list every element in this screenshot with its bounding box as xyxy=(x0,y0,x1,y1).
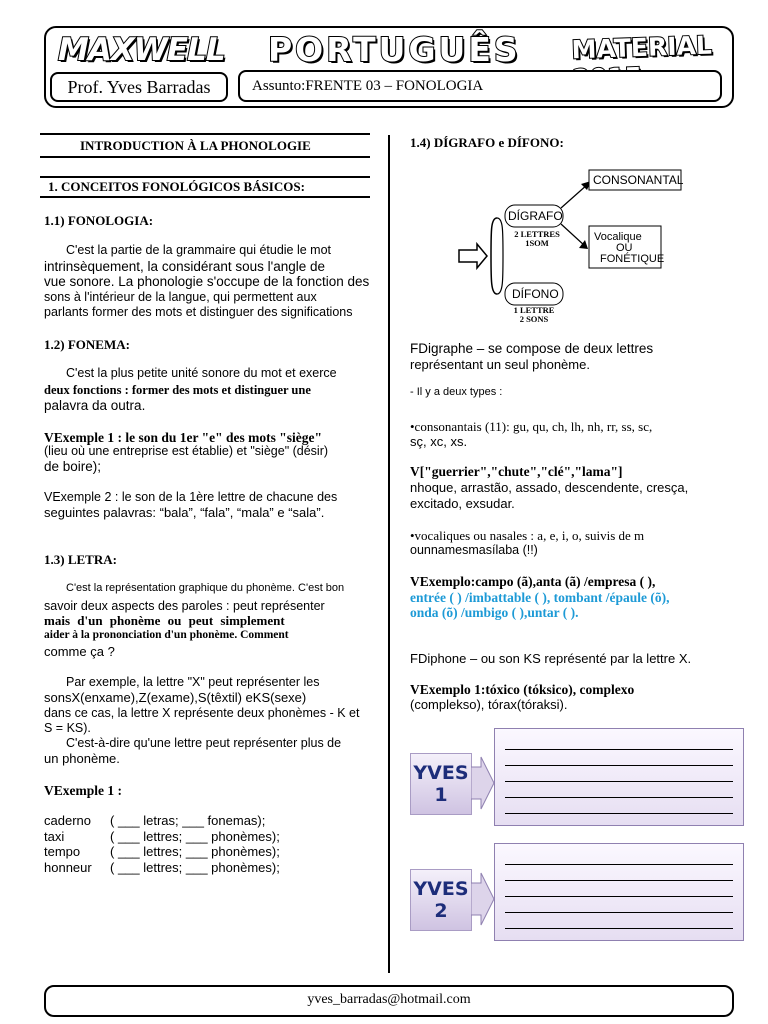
vocalique-example: VExemplo:campo (ã),anta (ã) /empresa ( ), xyxy=(410,574,656,589)
text-line: intrinsèquement, la considérant sous l'angle de xyxy=(44,258,326,274)
text-line: 2 LETTRES xyxy=(514,229,560,239)
letters-table xyxy=(44,813,280,875)
s13-line: C'est-à-dire qu'une lettre peut représenter plus de xyxy=(66,736,342,750)
s13-line: savoir deux aspects des paroles : peut représenter xyxy=(44,599,325,613)
s14-title: 1.4) DÍGRAFO e DÍFONO: xyxy=(410,135,564,150)
page-title: PORTUGUÊS xyxy=(268,30,521,69)
consonantal-example: excitado, exsudar. xyxy=(410,496,515,511)
text-line: 2 xyxy=(434,900,448,922)
s12-line: deux fonctions : former des mots et distinguer une xyxy=(44,383,311,397)
rule xyxy=(40,176,370,178)
vocalique-label xyxy=(594,231,665,265)
vocalique-example: entrée ( ) /imbattable ( ), tombant /épaule (õ), xyxy=(410,590,670,605)
s13-line: dans ce cas, la lettre X représente deux phonèmes - K et xyxy=(44,706,360,720)
rule xyxy=(40,156,370,158)
arrow-right-icon xyxy=(459,244,487,268)
blank-line xyxy=(505,781,733,782)
rule-top xyxy=(40,133,370,135)
blank-line xyxy=(505,928,733,929)
connector xyxy=(561,224,585,246)
digraphe-line: FDigraphe – se compose de deux lettres xyxy=(410,341,654,356)
digraphe-line: représentant un seul phonème. xyxy=(410,357,590,372)
s13-line: mais d'un phonème ou peut simplement xyxy=(44,613,285,628)
table-word: taxi xyxy=(44,828,65,844)
s13-title: 1.3) LETRA: xyxy=(44,552,117,567)
text-line: 1SOM xyxy=(525,238,549,248)
yves-box-1 xyxy=(410,753,472,815)
table-word: caderno xyxy=(44,813,91,828)
rule xyxy=(40,196,370,198)
text-line: 1 LETTRE xyxy=(513,305,555,315)
blank-line xyxy=(505,880,733,881)
table-word: honneur xyxy=(44,859,92,875)
intro-title: INTRODUCTION À LA PHONOLOGIE xyxy=(80,138,311,153)
table-row xyxy=(44,829,280,845)
vocalique-line: •vocaliques ou nasales : a, e, i, o, suivis de m xyxy=(410,528,645,543)
text-line: C'est la partie de la grammaire qui étudie le mot xyxy=(66,243,332,257)
bracket xyxy=(497,218,503,294)
consonantal-line: sç, xc, xs. xyxy=(410,434,468,449)
vocalique-line: ounnamesmasílaba (!!) xyxy=(410,543,538,557)
text-line: 2 SONS xyxy=(519,314,549,324)
text-line: 1 xyxy=(434,784,448,806)
difono-sub xyxy=(512,306,556,324)
s11-title: 1.1) FONOLOGIA: xyxy=(44,213,154,228)
consonantal-example: nhoque, arrastão, assado, descendente, cresça, xyxy=(410,480,689,495)
s13-line: Par exemple, la lettre "X" peut représenter les xyxy=(66,675,320,689)
s12-title: 1.2) FONEMA: xyxy=(44,337,130,352)
notes-box-2[interactable] xyxy=(494,843,744,941)
s13-line: sonsX(enxame),Z(exame),S(têxtil) eKS(sexe) xyxy=(44,690,307,705)
blank-line xyxy=(505,749,733,750)
s13-line: aider à la prononciation d'un phonème. Comment xyxy=(44,629,289,641)
digrafo-label: DÍGRAFO xyxy=(508,209,563,223)
s12-line: C'est la plus petite unité sonore du mot et exerce xyxy=(66,366,337,380)
text-line: vue sonore. La phonologie s'occupe de la fonction des xyxy=(44,274,370,289)
table-rest: ( ___ letras; ___ fonemas); xyxy=(110,813,266,828)
types-line: - Il y a deux types : xyxy=(410,386,503,398)
text-line: YVES xyxy=(413,878,469,900)
column-divider xyxy=(388,135,390,973)
consonantal-example: V["guerrier","chute","clé","lama"] xyxy=(410,464,623,479)
professor-name: Prof. Yves Barradas xyxy=(50,72,228,102)
text-line: YVES xyxy=(413,762,469,784)
table-row xyxy=(44,813,280,829)
text-line: OU xyxy=(616,242,633,254)
example2-line: VExemple 2 : le son de la 1ère lettre de chacune des xyxy=(44,490,338,504)
arrow-right-icon xyxy=(471,871,495,927)
s11-body xyxy=(44,243,372,321)
example2-line: seguintes palavras: “bala”, “fala”, “mala” e “sala”. xyxy=(44,505,325,520)
arrow-right-icon xyxy=(471,755,495,811)
example1-line: VExemple 1 : le son du 1er "e" des mots "siège" xyxy=(44,430,322,445)
table-rest: ( ___ lettres; ___ phonèmes); xyxy=(110,844,280,859)
digrafo-sub xyxy=(512,230,562,248)
s13-line: comme ça ? xyxy=(44,644,115,659)
notes-box-1[interactable] xyxy=(494,728,744,826)
blank-line xyxy=(505,813,733,814)
text-line: FONÉTIQUE xyxy=(600,253,665,265)
blank-line xyxy=(505,797,733,798)
material-badge: MATERIAL xyxy=(571,30,713,65)
consonantal-label: CONSONANTAL xyxy=(593,173,684,187)
vocalique-example: onda (õ) /umbigo ( ),untar ( ). xyxy=(410,605,579,620)
table-rest: ( ___ lettres; ___ phonèmes); xyxy=(110,828,280,844)
table-rest: ( ___ lettres; ___ phonèmes); xyxy=(110,859,280,875)
yves-box-2 xyxy=(410,869,472,931)
example1-line: (lieu où une entreprise est établie) et "siège" (désir) xyxy=(44,444,329,458)
diphone-line: FDiphone – ou son KS représenté par la lettre X. xyxy=(410,651,692,666)
subject-line: Assunto:FRENTE 03 – FONOLOGIA xyxy=(238,70,722,102)
blank-line xyxy=(505,765,733,766)
blank-line xyxy=(505,912,733,913)
difono-label: DÍFONO xyxy=(512,287,559,301)
table-row xyxy=(44,860,280,876)
text-line: sons à l'intérieur de la langue, qui permettent aux xyxy=(44,289,317,304)
diphone-example: VExemplo 1:tóxico (tóksico), complexo xyxy=(410,682,635,697)
brand-logo: MAXWELL xyxy=(58,32,225,68)
section1-title: 1. CONCEITOS FONOLÓGICOS BÁSICOS: xyxy=(48,179,305,194)
bracket xyxy=(491,218,497,294)
table-word: tempo xyxy=(44,844,81,859)
s13-line: un phonème. xyxy=(44,751,120,766)
text-line: Vocalique xyxy=(594,231,642,243)
text-line: parlants former des mots et distinguer des significations xyxy=(44,305,353,319)
blank-line xyxy=(505,896,733,897)
blank-line xyxy=(505,864,733,865)
table-row xyxy=(44,844,280,860)
connector xyxy=(561,184,588,208)
example-title: VExemple 1 : xyxy=(44,783,122,798)
s13-line: S = KS). xyxy=(44,721,91,735)
consonantal-line: •consonantais (11): gu, qu, ch, lh, nh, rr, ss, sc, xyxy=(410,419,653,434)
example1-line: de boire); xyxy=(44,459,102,474)
s13-line: C'est la représentation graphique du phonème. C'est bon xyxy=(66,582,345,594)
diphone-example: (complekso), tórax(tóraksi). xyxy=(410,697,568,712)
footer-email[interactable]: yves_barradas@hotmail.com xyxy=(44,985,734,1017)
s12-line: palavra da outra. xyxy=(44,398,146,413)
